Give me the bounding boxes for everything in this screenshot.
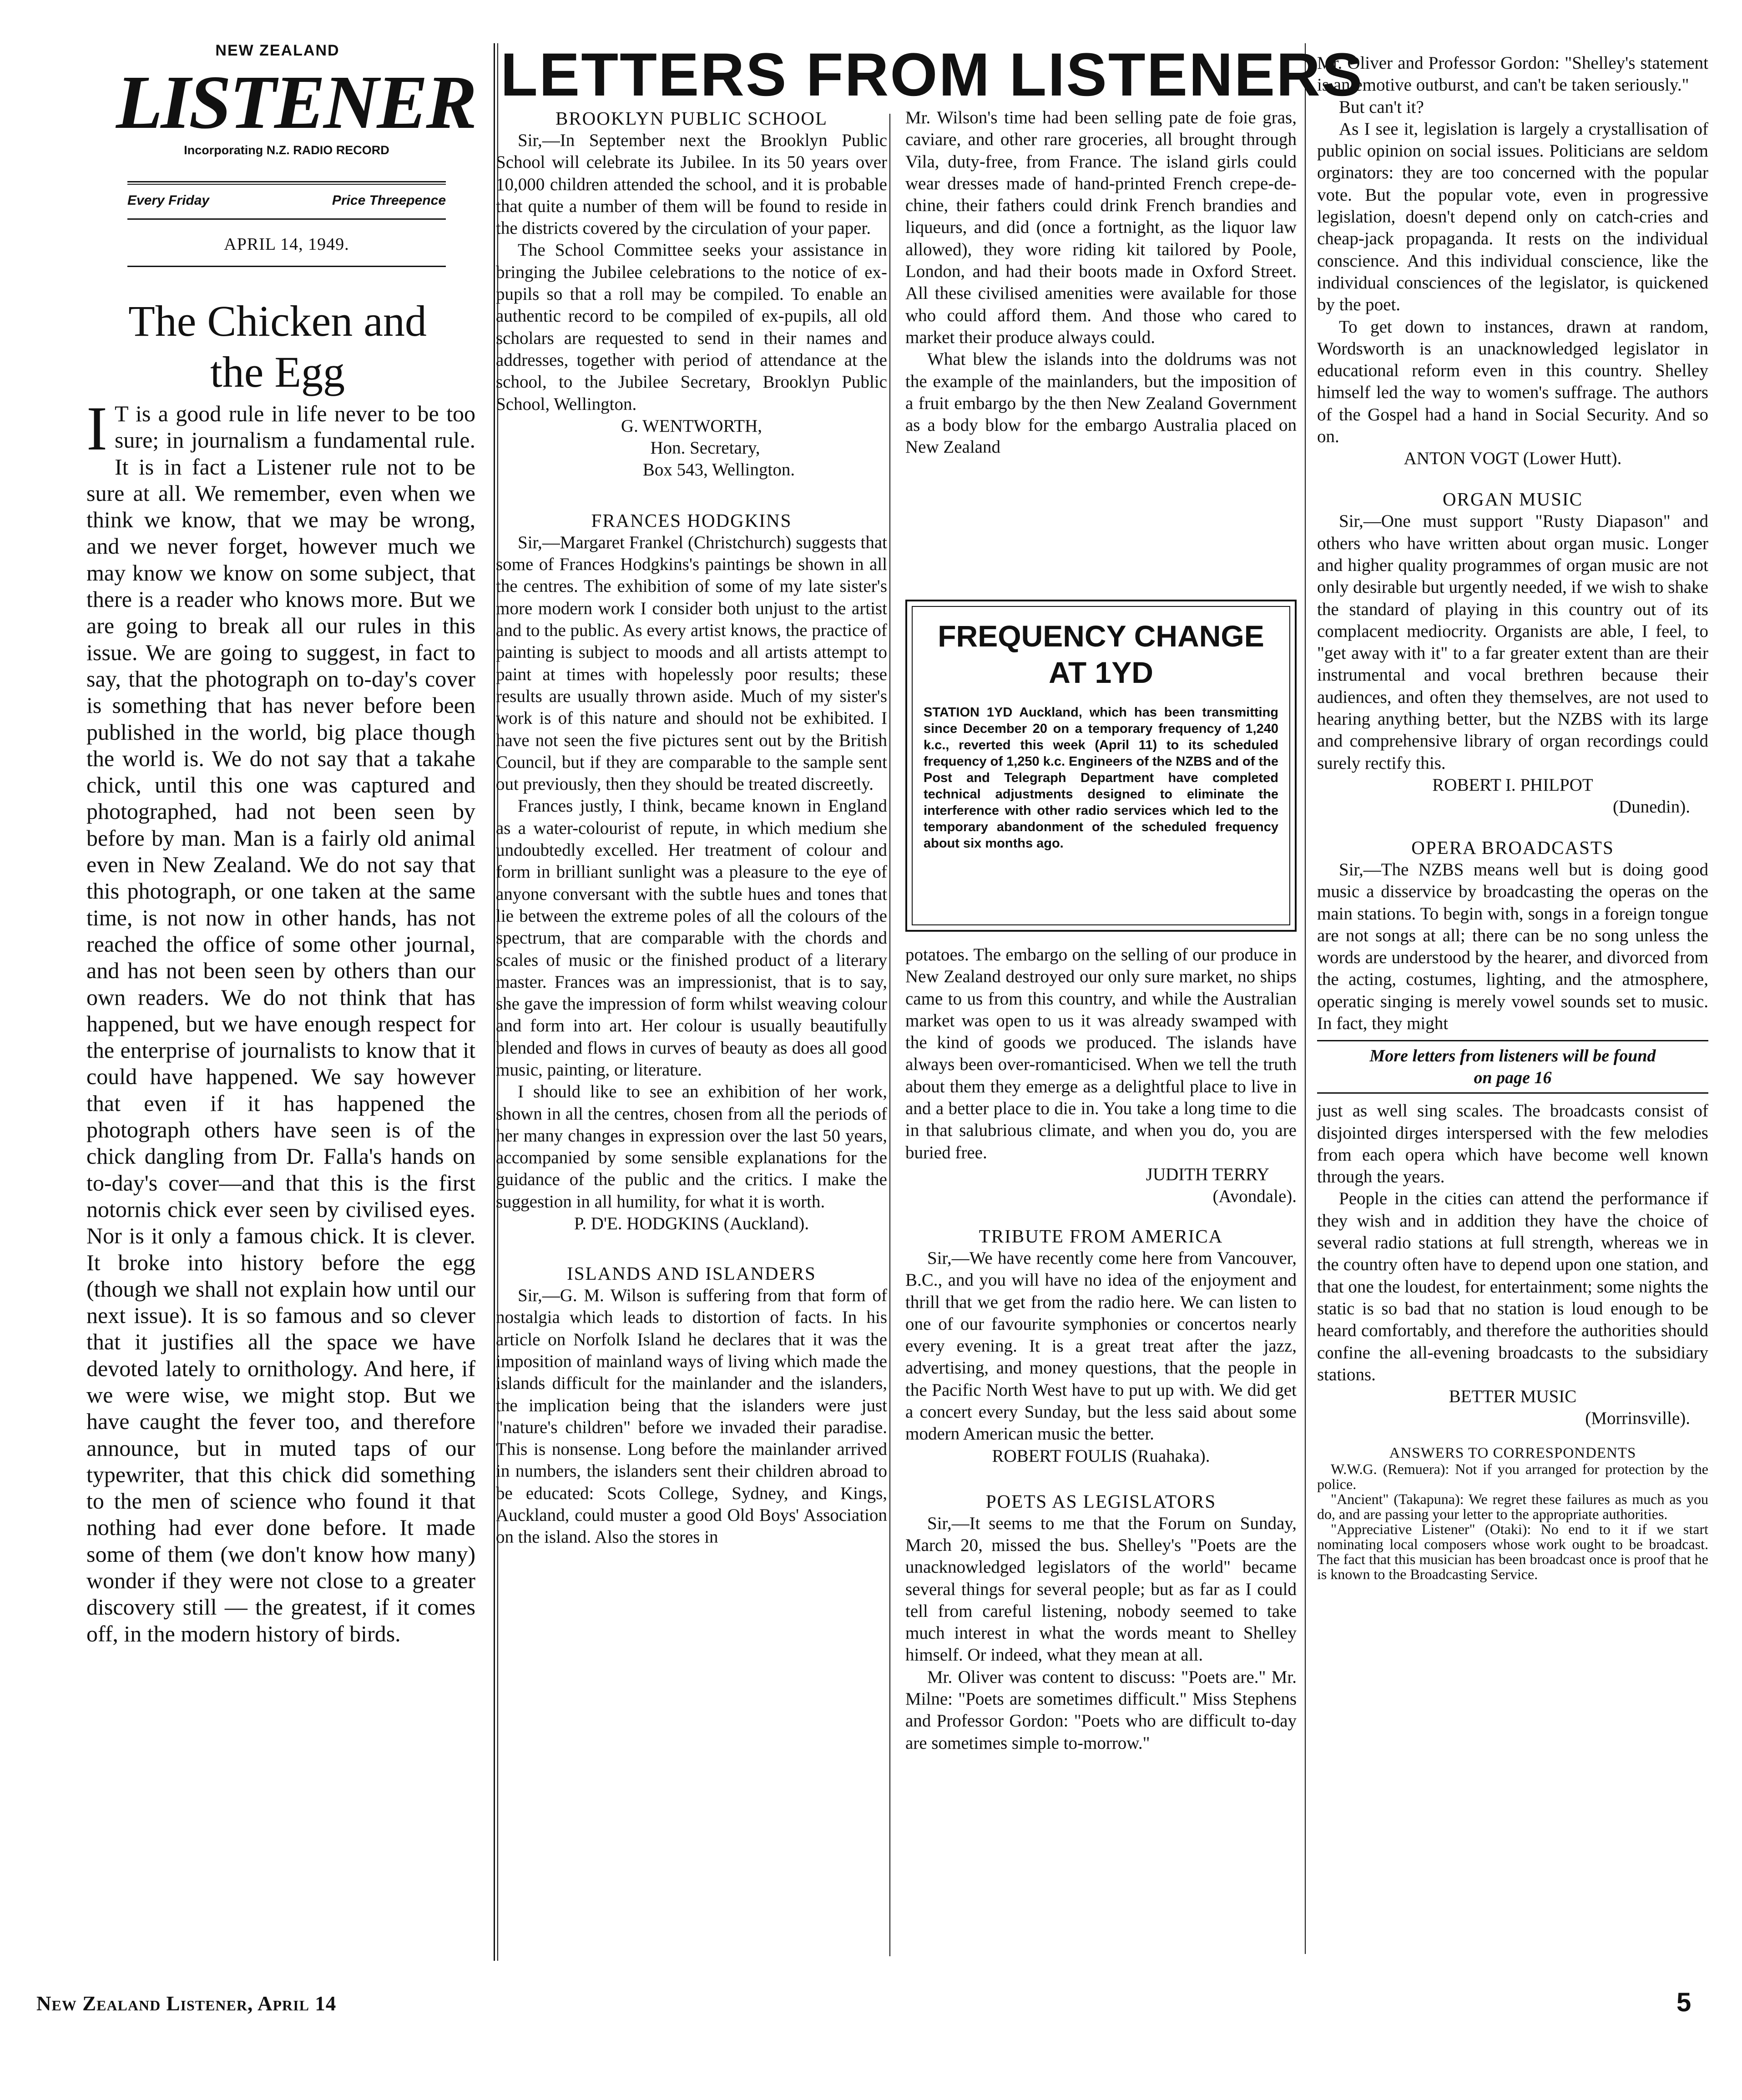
opera-signature-place: (Morrinsville). [1585, 1408, 1690, 1429]
poets-p3: Mr. Oliver and Professor Gordon: "Shelley's statement is an emotive outburst, and can't be taken seriously." [1317, 53, 1708, 95]
frequency-box-title [924, 618, 1278, 691]
organ-signature: ROBERT I. PHILPOT [1432, 775, 1593, 795]
editorial-title [73, 296, 482, 398]
column-3-bottom [905, 944, 1297, 1754]
poets-p5: As I see it, legislation is largely a crystallisation of public opinion on social issues. Politicians are seldom orginators: they are too concerned with the popular vote. But the popular vote, even in progressive legislation, doesn't depend only on catch-cries and cheap-jack propaganda. It rests on the individual conscience. And this individual conscience, like the individual consciences of the legislator, is quickened by the poet. [1317, 119, 1708, 315]
page-number: 5 [1676, 1988, 1692, 2017]
frequency-box-title-line1: FREQUENCY CHANGE [938, 619, 1264, 653]
letters-heading: LETTERS FROM LISTENERS [500, 41, 1364, 109]
footer-publication: New Zealand Listener, April 14 [36, 1992, 337, 2015]
column-rule-1 [494, 43, 495, 1961]
more-letters-note [1317, 1045, 1708, 1089]
answers-section [1317, 1445, 1708, 1582]
opera-p2: just as well sing scales. The broadcasts consist of disjointed dirges interspersed with the few melodies from each opera which have become well known through the years. [1317, 1101, 1708, 1187]
column-rule-2 [889, 114, 890, 1956]
organ-p1: Sir,—One must support "Rusty Diapason" and others who have written about organ music. Longer and higher quality programmes of organ music are not only desirable but urgently needed, if we wish to shake the standard of playing in this country out of its complacent mediocrity. Organists are able, I feel, to "get away with it" to a far greater extent than are their instrumental and vocal brethren because their audiences, and often they themselves, are not used to hearing anything better, but the NZBS with its large and comprehensive library of organ recordings could surely rectify this. [1317, 511, 1708, 773]
column-4 [1317, 52, 1708, 1582]
brooklyn-p2: The School Committee seeks your assistance in bringing the Jubilee celebrations to the notice of ex-pupils so that a roll may be compiled. To enable an authentic record to be compiled of ex-pupils, all old scholars are requested to send in their names and addresses, together with period of attendance at the school, to the Jubilee Secretary, Brooklyn Public School, Wellington. [496, 240, 887, 414]
column-2 [496, 107, 887, 1549]
column-rule-3 [1305, 43, 1306, 1954]
more-letters-line2: on page 16 [1474, 1068, 1552, 1088]
masthead-price-row [127, 193, 446, 208]
organ-signature-place: (Dunedin). [1612, 797, 1690, 817]
frequency-box-body: STATION 1YD Auckland, which has been transmitting since December 20 on a temporary frequency of 1,240 k.c., reverted this week (April 11) to its scheduled frequency of 1,250 k.c. Engineers of the NZBS and of the Post and Telegraph Department have completed technical adjustments designed to eliminate the interference with other radio services which led to the temporary abandonment of the scheduled frequency about six months ago. [924, 705, 1278, 851]
hodgkins-p1: Sir,—Margaret Frankel (Christchurch) suggests that some of Frances Hodgkins's paintings be shown in all the centres. The exhibition of some of my late sister's more modern work I consider both unjust to the artist and to the public. As every artist knows, the practice of painting is subject to moods and all artists attempt to paint at times with hopelessly poor results; these results are usually thrown aside. Much of my sister's work is of this nature and should not be exhibited. I have not seen the five pictures sent out by the British Council, but if they are comparable to the sample sent out previously, then they should be treated discreetly. [496, 532, 887, 794]
hodgkins-signature: P. D'E. HODGKINS (Auckland). [574, 1214, 809, 1234]
poets-p2: Mr. Oliver was content to discuss: "Poets are." Mr. Milne: "Poets are sometimes difficult." Miss Stephens and Professor Gordon: "Poets who are difficult to-day are sometimes simple to-morrow." [905, 1667, 1297, 1753]
brooklyn-signature: G. WENTWORTH, [621, 416, 762, 436]
masthead-rule-mid [127, 218, 446, 220]
brooklyn-p1: Sir,—In September next the Brooklyn Public School will celebrate its Jubilee. In its 50 years over 10,000 children attended the school, and it is probable that quite a number of them will be found to reside in the districts covered by the circulation of your paper. [496, 131, 887, 238]
more-letters-rule-bottom [1317, 1092, 1708, 1094]
editorial-title-line1: The Chicken and [128, 297, 427, 345]
masthead-incorporating: Incorporating N.Z. RADIO RECORD [184, 143, 389, 157]
masthead-country: NEW ZEALAND [215, 42, 340, 59]
brooklyn-heading: BROOKLYN PUBLIC SCHOOL [555, 108, 828, 129]
islands-signature: JUDITH TERRY [1146, 1164, 1269, 1184]
hodgkins-heading: FRANCES HODGKINS [591, 510, 792, 531]
brooklyn-signature-address: Box 543, Wellington. [642, 459, 795, 480]
masthead-rule-bottom [127, 266, 446, 267]
hodgkins-p3: I should like to see an exhibition of her work, shown in all the centres, chosen from all the periods of her many changes in expression over the last 50 years, accompanied by some sensible explanations for the guidance of the public and the critics. I make the suggestion in all humility, for what it is worth. [496, 1082, 887, 1212]
poets-p1: Sir,—It seems to me that the Forum on Sunday, March 20, missed the bus. Shelley's "Poets are the unacknowledged legislators of the world" became several things for several people; but as far as I could tell from careful listening, nobody seemed to take much interest in what the words meant to Shelley himself. Or indeed, what they mean at all. [905, 1513, 1297, 1665]
editorial-column [86, 394, 475, 1647]
masthead-frequency: Every Friday [127, 193, 210, 208]
answer-1: W.W.G. (Remuera): Not if you arranged for protection by the police. [1317, 1461, 1708, 1493]
masthead-price: Price Threepence [332, 193, 446, 208]
islands-p3: What blew the islands into the doldrums was not the example of the mainlanders, but the imposition of a fruit embargo by the then New Zealand Government as a body blow for the embargo Australia placed on New Zealand [905, 349, 1297, 457]
answers-heading: ANSWERS TO CORRESPONDENTS [1389, 1445, 1636, 1462]
organ-heading: ORGAN MUSIC [1443, 489, 1583, 510]
opera-signature: BETTER MUSIC [1449, 1387, 1577, 1407]
america-heading: TRIBUTE FROM AMERICA [979, 1225, 1223, 1247]
frequency-change-box [905, 600, 1297, 932]
poets-signature: ANTON VOGT (Lower Hutt). [1404, 449, 1622, 469]
more-letters-line1: More letters from listeners will be found [1369, 1046, 1656, 1066]
masthead-date: APRIL 14, 1949. [224, 235, 349, 254]
editorial-body: T is a good rule in life never to be too sure; in journalism a fundamental rule. It is in fact a Listener rule not to be sure at all. We remember, even when we think we know, that we may be wrong, and we never forget, however much we may know we know on some subject, that there is a reader who knows more. But we are going to break all our rules in this issue. We are going to suggest, in fact to say, that the photograph on to-day's cover is something that has never before been published in the world, big place though the world is. We do not say that a takahe chick, until this one was captured and photographed, had not been seen by before by man. Man is a fairly old animal even in New Zealand. We do not say that this photograph, or one taken at the same time, is not now in other hands, has not reached the office of some other journal, and has not been seen by others than our own readers. We do not think that has happened, but we have enough respect for the enterprise of journalists to know that it could have happened. We say however that even if it has happened the photograph others have seen is of the chick dangling from Dr. Falla's hands on to-day's cover—and that this is the first notornis chick ever seen by civilised eyes. Nor is it only a famous chick. It is clever. It broke into history before the egg (though we shall not explain how until our next issue). It is so famous and so clever that it justifies all the space we have devoted lately to ornithology. And here, if we were wise, we might stop. But we have caught the fever too, and therefore announce, but in muted taps of our typewriter, that this chick did something to the men of science who found it that nothing had ever done before. It made some of them (we don't know how many) wonder if they were not close to a greater discovery still — the greatest, if it comes off, in the modern history of birds. [86, 401, 475, 1646]
islands-p2: Mr. Wilson's time had been selling pate de foie gras, caviare, and other rare groceries, all brought through Vila, duty-free, from France. The island girls could wear dresses made of hand-printed French crepe-de-chine, their fathers could drink French brandies and liqueurs, and did (once a fortnight, as the liquor law allowed), they wore riding kit tailored by Poole, London, and had their boots made in Oxford Street. All these civilised amenities were available for those who could afford them. And those who cared to market their produce always could. [905, 108, 1297, 347]
brooklyn-signature-title: Hon. Secretary, [650, 438, 760, 458]
islands-p1: Sir,—G. M. Wilson is suffering from that form of nostalgia which leads to distortion of facts. In his article on Norfolk Island he declares that it was the imposition of mainland ways of living which made the islands difficult for the mainlander and the islanders, the implication being that the islanders were just "nature's children" before we invaded their paradise. This is nonsense. Long before the mainlander arrived in numbers, the islanders sent their children abroad to be educated: Scots College, Sydney, and Kings, Auckland, could muster a good Old Boys' Association on the island. Also the stores in [496, 1286, 887, 1547]
islands-p4: potatoes. The embargo on the selling of our produce in New Zealand destroyed our only sure market, no ships came to us from this country, and while the Australian market was open to us it was already swamped with the kind of goods we produced. The islands have always been over-romanticised. When we tell the truth about them they emerge as a delightful place to live in and a better place to die in. You take a long time to die in that salubrious climate, and when you do, you are buried free. [905, 945, 1297, 1162]
poets-p4: But can't it? [1339, 97, 1424, 117]
answer-3: "Appreciative Listener" (Otaki): No end to it if we start nominating local composers whose work ought to be broadcast. The fact that this musician has been broadcast once is proof that he is known to the Broadcasting Service. [1317, 1521, 1708, 1583]
islands-heading: ISLANDS AND ISLANDERS [567, 1263, 816, 1284]
answer-2: "Ancient" (Takapuna): We regret these failures as much as you do, and are passing your letter to the appropriate authorities. [1317, 1491, 1708, 1523]
frequency-box-title-line2: AT 1YD [1049, 656, 1153, 689]
hodgkins-p2: Frances justly, I think, became known in England as a water-colourist of repute, in which medium she undoubtedly excelled. Her treatment of colour and form in brilliant sunlight was a pleasure to the eye of anyone conversant with the subtle hues and tones that lie between the extreme poles of all the colours of the spectrum, that are comparable with the chords and scales of music or the finished product of a literary master. Frances was an impressionist, that is to say, she gave the impression of form whilst weaving colour and form into art. Her colour is usually beautifully blended and flows in curves of beauty as does all good music, painting, or literature. [496, 796, 887, 1080]
islands-signature-place: (Avondale). [1212, 1186, 1297, 1206]
opera-heading: OPERA BROADCASTS [1411, 837, 1614, 858]
america-signature: ROBERT FOULIS (Ruahaka). [992, 1446, 1210, 1466]
editorial-dropcap: I [86, 394, 107, 463]
more-letters-rule-top [1317, 1040, 1708, 1041]
america-p1: Sir,—We have recently come here from Vancouver, B.C., and you will have no idea of the enjoyment and thrill that we get from the radio here. We can listen to one of our favourite symphonies or concertos nearly every evening. It is a great treat after the jazz, advertising, and money questions, that the people in the Pacific North West have to put up with. We did get a concert every Sunday, but the less said about some modern American music the better. [905, 1248, 1297, 1444]
opera-p1: Sir,—The NZBS means well but is doing good music a disservice by broadcasting the operas on the main stations. To begin with, songs in a foreign tongue are not songs at all; there can be no song unless the words are understood by the hearer, and divorced from the acting, costumes, lighting, and the atmosphere, operatic singing is merely vowel sounds set to music. In fact, they might [1317, 859, 1708, 1033]
masthead-rule-top [127, 181, 446, 182]
masthead-title: LISTENER [116, 60, 475, 145]
editorial-title-line2: the Egg [210, 348, 345, 396]
masthead-rule-top-thin [127, 184, 446, 185]
opera-p3: People in the cities can attend the performance if they wish and in addition they have the choice of several radio stations at full strength, whereas we in the country often have to depend upon one station, and that one the loudest, for entertainment; some nights the static is so bad that no station is loud enough to be heard comfortably, and therefore the authorities should confine the all-evening broadcasts to the subsidiary stations. [1317, 1189, 1708, 1384]
column-3-top [905, 107, 1297, 459]
poets-heading: POETS AS LEGISLATORS [985, 1490, 1217, 1512]
poets-p6: To get down to instances, drawn at random, Wordsworth is an unacknowledged legislator in educational reform even in this country. Shelley himself led the way to women's suffrage. The authors of the Gospel had a hand in Social Security. And so on. [1317, 317, 1708, 447]
